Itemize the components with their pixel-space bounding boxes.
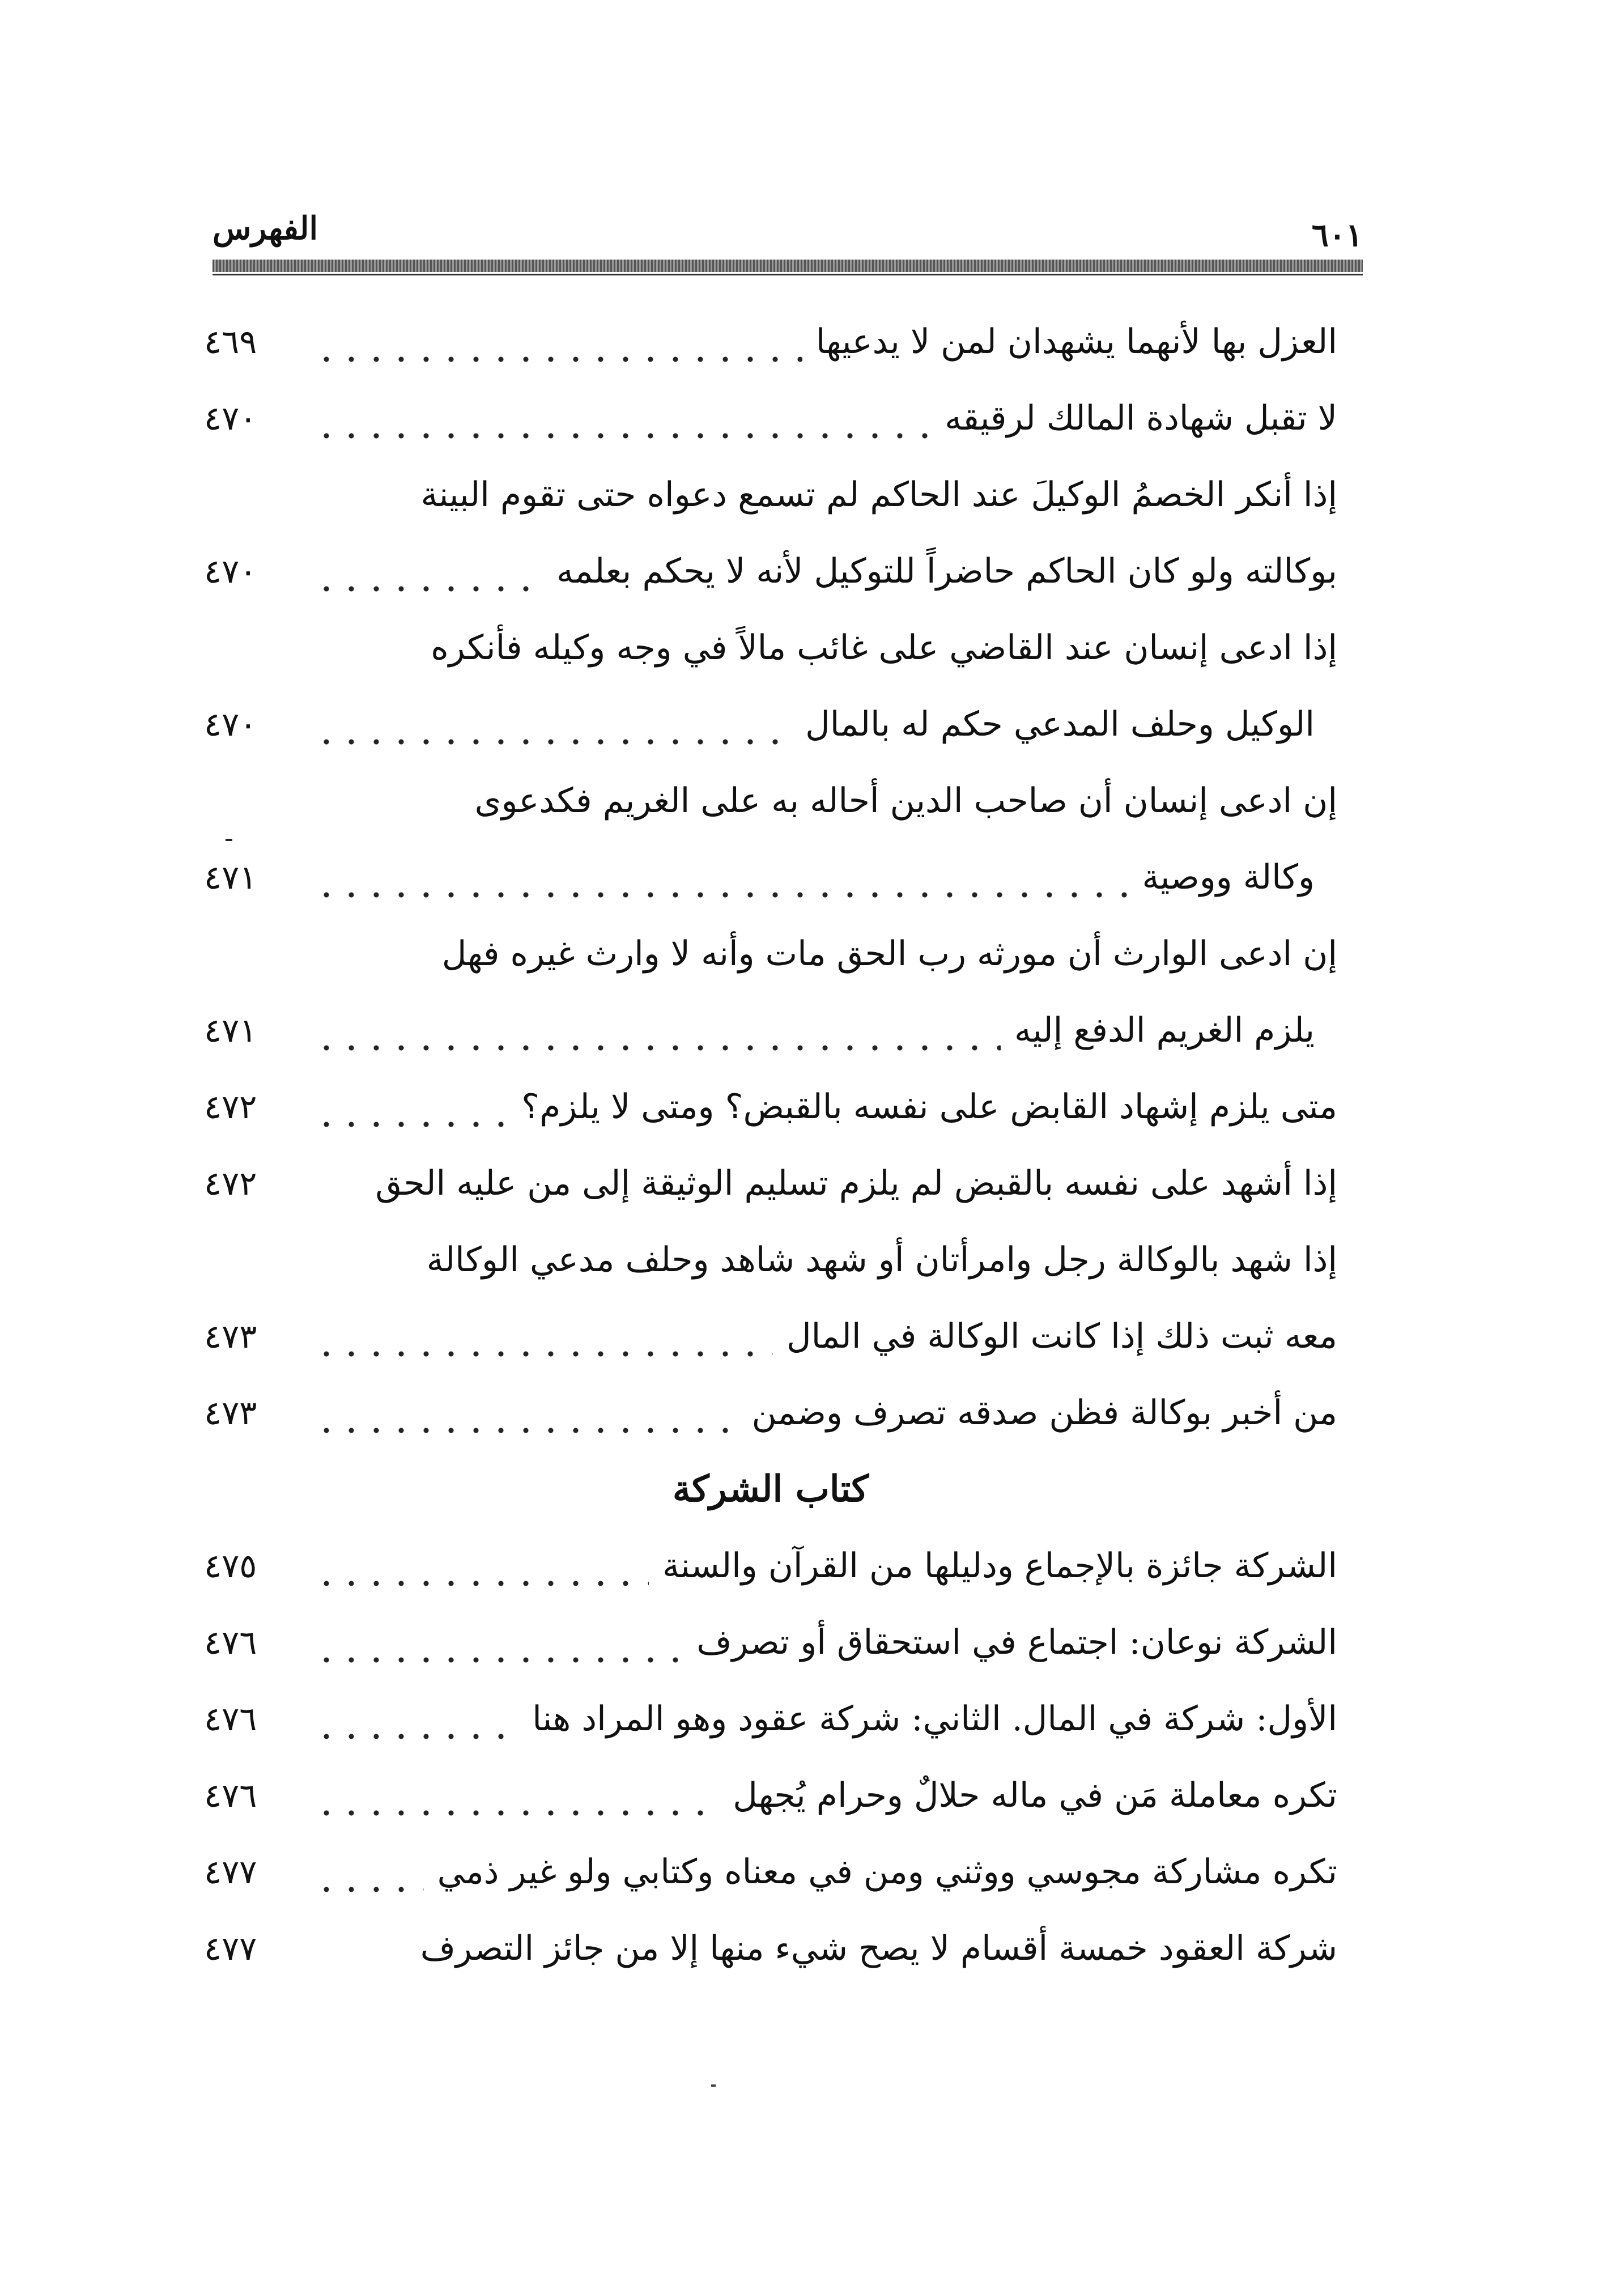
index-entry bbox=[204, 686, 1337, 762]
entry-text: الأول: شركة في المال. الثاني: شركة عقود وهو المراد هنا bbox=[532, 1698, 1337, 1739]
index-entry bbox=[204, 1680, 1337, 1757]
entry-page: ٤٦٩ bbox=[204, 322, 257, 361]
entry-text: وكالة ووصية bbox=[1142, 857, 1315, 897]
entry-text: متى يلزم إشهاد القابض على نفسه بالقبض؟ ومتى لا يلزم؟ bbox=[521, 1086, 1337, 1127]
index-entry bbox=[204, 456, 1337, 533]
index-entry bbox=[204, 1068, 1337, 1145]
entry-text: الشركة نوعان: اجتماع في استحقاق أو تصرف bbox=[696, 1622, 1337, 1662]
index-entry bbox=[204, 533, 1337, 609]
entry-page: ٤٧٢ bbox=[204, 1164, 257, 1203]
header-rule bbox=[212, 260, 1363, 272]
section-heading bbox=[204, 1451, 1337, 1527]
scan-speck bbox=[711, 2084, 716, 2087]
entry-text: تكره مشاركة مجوسي ووثني ومن في معناه وكتابي ولو غير ذمي bbox=[437, 1852, 1337, 1892]
index-entry bbox=[204, 762, 1337, 839]
entry-text: إذا أشهد على نفسه بالقبض لم يلزم تسليم الوثيقة إلى من عليه الحق bbox=[375, 1163, 1337, 1203]
entry-text: يلزم الغريم الدفع إليه bbox=[1014, 1010, 1315, 1050]
entry-page: ٤٧٧ bbox=[204, 1929, 257, 1968]
entry-page: ٤٧٣ bbox=[204, 1317, 257, 1356]
dot-leader bbox=[314, 1784, 719, 1818]
entry-page: ٤٧١ bbox=[204, 857, 257, 897]
running-title: الفهرس bbox=[212, 210, 318, 247]
index-entry bbox=[204, 1910, 1337, 1986]
section-title: كتاب الشركة bbox=[672, 1467, 869, 1510]
dot-leader bbox=[314, 406, 931, 440]
index-entry bbox=[204, 1221, 1337, 1298]
entry-text: الشركة جائزة بالإجماع ودليلها من القرآن والسنة bbox=[662, 1545, 1337, 1586]
entry-page: ٤٧٥ bbox=[204, 1546, 257, 1585]
entry-page: ٤٧١ bbox=[204, 1010, 257, 1050]
page-number: ٦٠١ bbox=[1311, 216, 1363, 254]
index-entry bbox=[204, 839, 1337, 915]
dot-leader bbox=[314, 1630, 683, 1664]
index-entry bbox=[204, 1145, 1337, 1221]
entry-text: إذا أنكر الخصمُ الوكيلَ عند الحاكم لم تسمع دعواه حتى تقوم البينة bbox=[420, 474, 1337, 515]
entry-page: ٤٧٦ bbox=[204, 1623, 257, 1662]
dot-leader bbox=[314, 1324, 773, 1358]
entry-text: الوكيل وحلف المدعي حكم له بالمال bbox=[805, 704, 1315, 744]
index-entry bbox=[204, 303, 1337, 380]
index-entry bbox=[204, 380, 1337, 456]
entry-text: لا تقبل شهادة المالك لرقيقه bbox=[945, 398, 1337, 438]
index-entry bbox=[204, 1527, 1337, 1604]
entry-text: معه ثبت ذلك إذا كانت الوكالة في المال bbox=[786, 1316, 1337, 1356]
index-entry bbox=[204, 1298, 1337, 1374]
dot-leader bbox=[314, 1554, 649, 1588]
dot-leader bbox=[314, 1860, 424, 1894]
index-entry bbox=[204, 915, 1337, 992]
index-entry bbox=[204, 1604, 1337, 1680]
index-entry bbox=[204, 1374, 1337, 1451]
entry-text: إذا شهد بالوكالة رجل وامرأتان أو شهد شاهد وحلف مدعي الوكالة bbox=[426, 1239, 1337, 1280]
dot-leader bbox=[314, 865, 1128, 899]
dot-leader bbox=[314, 1707, 518, 1741]
index-entry bbox=[204, 992, 1337, 1068]
entry-page: ٤٧٠ bbox=[204, 551, 257, 591]
entry-text: شركة العقود خمسة أقسام لا يصح شيء منها إلا من جائز التصرف bbox=[420, 1928, 1337, 1968]
entry-text: من أخبر بوكالة فظن صدقه تصرف وضمن bbox=[751, 1392, 1337, 1433]
entry-page: ٤٧٣ bbox=[204, 1393, 257, 1432]
index-entry bbox=[204, 609, 1337, 686]
entry-text: إن ادعى الوارث أن مورثه رب الحق مات وأنه لا وارث غيره فهل bbox=[441, 933, 1337, 974]
entry-page: ٤٧٦ bbox=[204, 1776, 257, 1815]
dot-leader bbox=[314, 559, 543, 593]
dot-leader bbox=[314, 1937, 407, 1971]
entry-text: إذا ادعى إنسان عند القاضي على غائب مالاً في وجه وكيله فأنكره bbox=[431, 627, 1337, 668]
entry-text: تكره معاملة مَن في ماله حلالٌ وحرام يُجهل bbox=[733, 1775, 1337, 1815]
entry-page: ٤٧٠ bbox=[204, 398, 257, 438]
margin-mark bbox=[226, 839, 232, 841]
entry-text: إن ادعى إنسان أن صاحب الدين أحاله به على الغريم فكدعوى bbox=[474, 780, 1337, 821]
dot-leader bbox=[314, 1018, 1001, 1052]
entry-text: العزل بها لأنهما يشهدان لمن لا يدعيها bbox=[815, 321, 1337, 362]
page-header bbox=[212, 207, 1363, 258]
dot-leader bbox=[314, 330, 802, 364]
index-list bbox=[204, 303, 1337, 1986]
dot-leader bbox=[314, 1095, 508, 1129]
index-entry bbox=[204, 1833, 1337, 1910]
dot-leader bbox=[314, 712, 792, 746]
index-entry bbox=[204, 1757, 1337, 1833]
entry-text: بوكالته ولو كان الحاكم حاضراً للتوكيل لأنه لا يحكم بعلمه bbox=[556, 551, 1337, 591]
entry-page: ٤٧٧ bbox=[204, 1852, 257, 1891]
entry-page: ٤٧٢ bbox=[204, 1087, 257, 1126]
entry-page: ٤٧٠ bbox=[204, 704, 257, 744]
dot-leader bbox=[314, 1401, 738, 1435]
dot-leader bbox=[314, 1171, 362, 1205]
entry-page: ٤٧٦ bbox=[204, 1699, 257, 1738]
